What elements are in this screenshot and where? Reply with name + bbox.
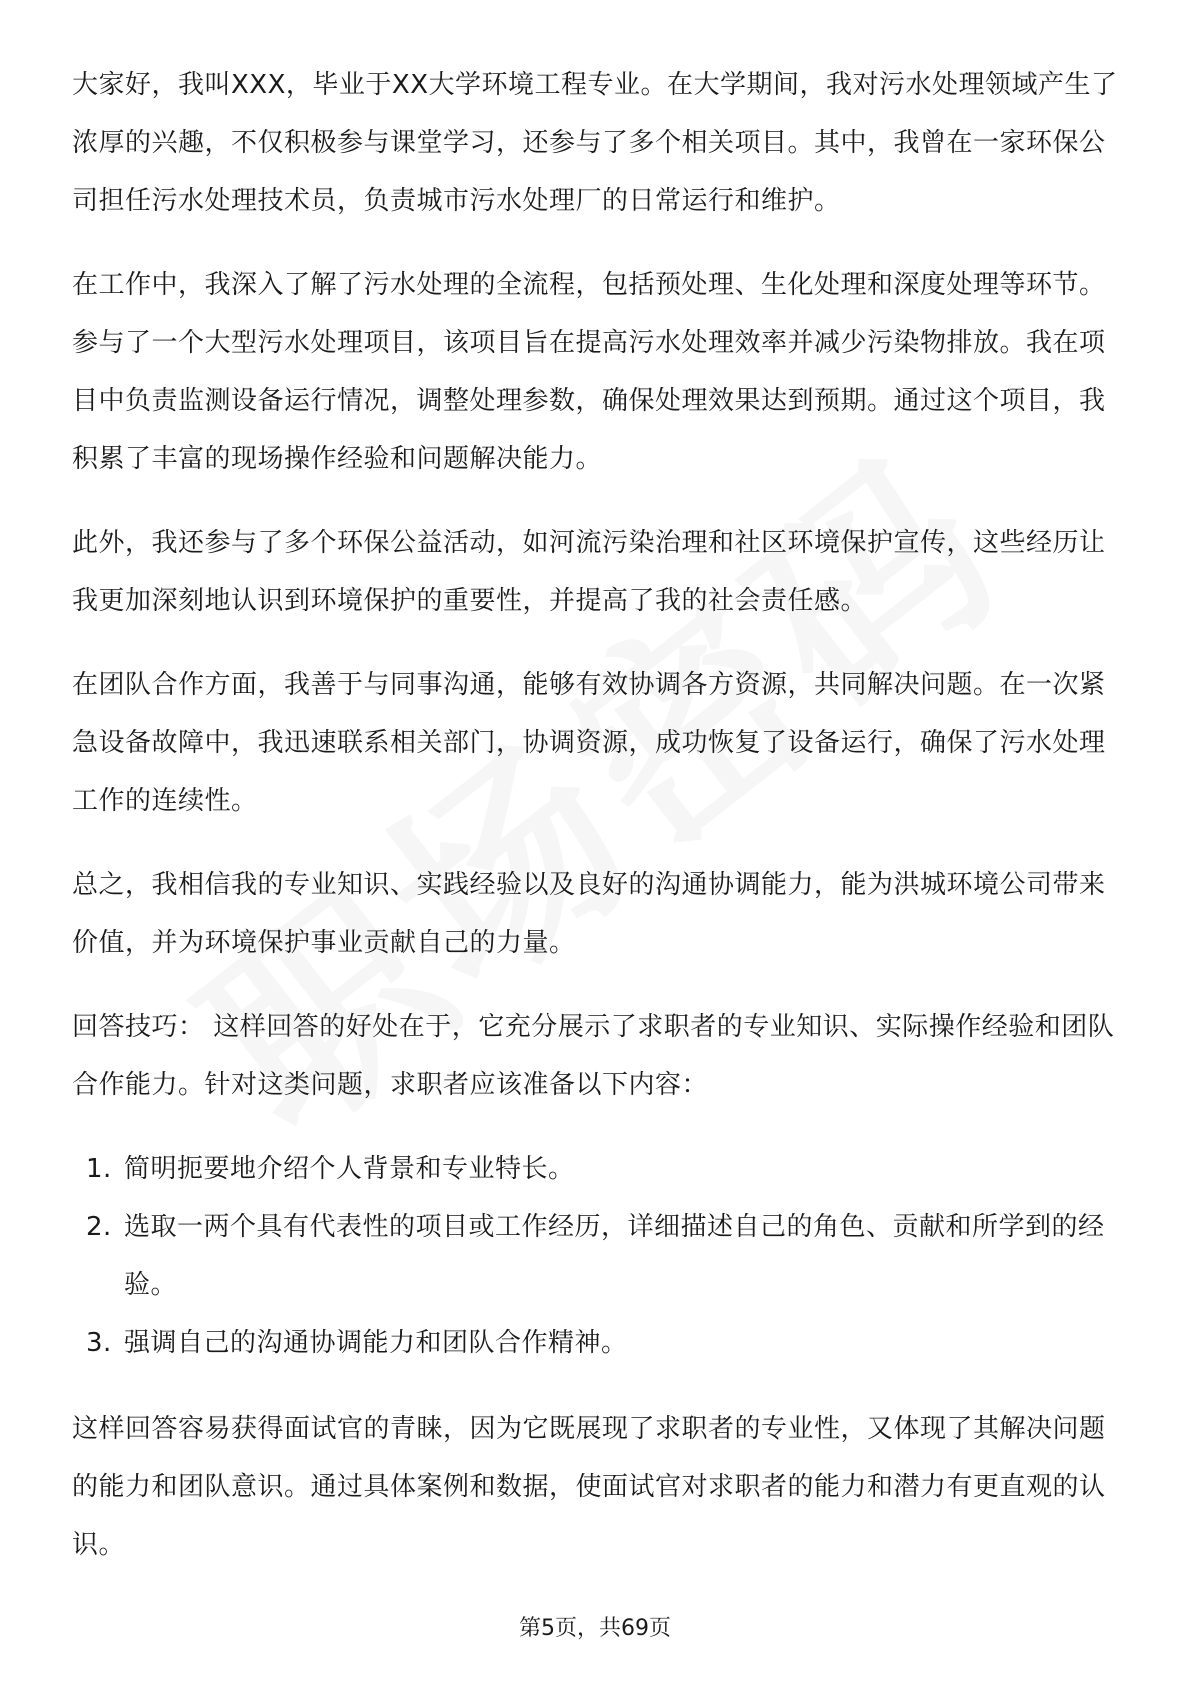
paragraph-public-welfare: 此外，我还参与了多个环保公益活动，如河流污染治理和社区环境保护宣传，这些经历让我更加深刻地认识到环境保护的重要性，并提高了我的社会责任感。 <box>72 528 1106 616</box>
paragraph-teamwork: 在团队合作方面，我善于与同事沟通，能够有效协调各方资源，共同解决问题。在一次紧急设备故障中，我迅速联系相关部门，协调资源，成功恢复了设备运行，确保了污水处理工作的连续性。 <box>72 670 1106 816</box>
list-item <box>72 1140 1122 1198</box>
paragraph-closing: 这样回答容易获得面试官的青睐，因为它既展现了求职者的专业性，又体现了其解决问题的能力和团队意识。通过具体案例和数据，使面试官对求职者的能力和潜力有更直观的认识。 <box>72 1414 1106 1560</box>
list-item-text: 选取一两个具有代表性的项目或工作经历，详细描述自己的角色、贡献和所学到的经验。 <box>124 1212 1105 1300</box>
page-number-footer: 第5页，共69页 <box>519 1616 671 1641</box>
list-item-number: 3. <box>86 1328 112 1358</box>
paragraph-work-experience: 在工作中，我深入了解了污水处理的全流程，包括预处理、生化处理和深度处理等环节。参与了一个大型污水处理项目，该项目旨在提高污水处理效率并减少污染物排放。我在项目中负责监测设备运行情况，调整处理参数，确保处理效果达到预期。通过这个项目，我积累了丰富的现场操作经验和问题解决能力。 <box>72 270 1106 474</box>
list-item-number: 1. <box>86 1154 112 1184</box>
paragraph-intro: 大家好，我叫XXX，毕业于XX大学环境工程专业。在大学期间，我对污水处理领域产生了浓厚的兴趣，不仅积极参与课堂学习，还参与了多个相关项目。其中，我曾在一家环保公司担任污水处理技术员，负责城市污水处理厂的日常运行和维护。 <box>72 70 1118 216</box>
list-item <box>72 1314 1122 1372</box>
list-item <box>72 1198 1122 1314</box>
paragraph-answer-tips: 回答技巧： 这样回答的好处在于，它充分展示了求职者的专业知识、实际操作经验和团队合作能力。针对这类问题，求职者应该准备以下内容： <box>72 1012 1115 1100</box>
list-item-text: 强调自己的沟通协调能力和团队合作精神。 <box>124 1328 628 1358</box>
tips-list <box>72 1140 1122 1372</box>
list-item-number: 2. <box>86 1212 112 1242</box>
document-body <box>72 56 1122 1600</box>
list-item-text: 简明扼要地介绍个人背景和专业特长。 <box>124 1154 575 1184</box>
paragraph-summary: 总之，我相信我的专业知识、实践经验以及良好的沟通协调能力，能为洪城环境公司带来价值，并为环境保护事业贡献自己的力量。 <box>72 870 1106 958</box>
